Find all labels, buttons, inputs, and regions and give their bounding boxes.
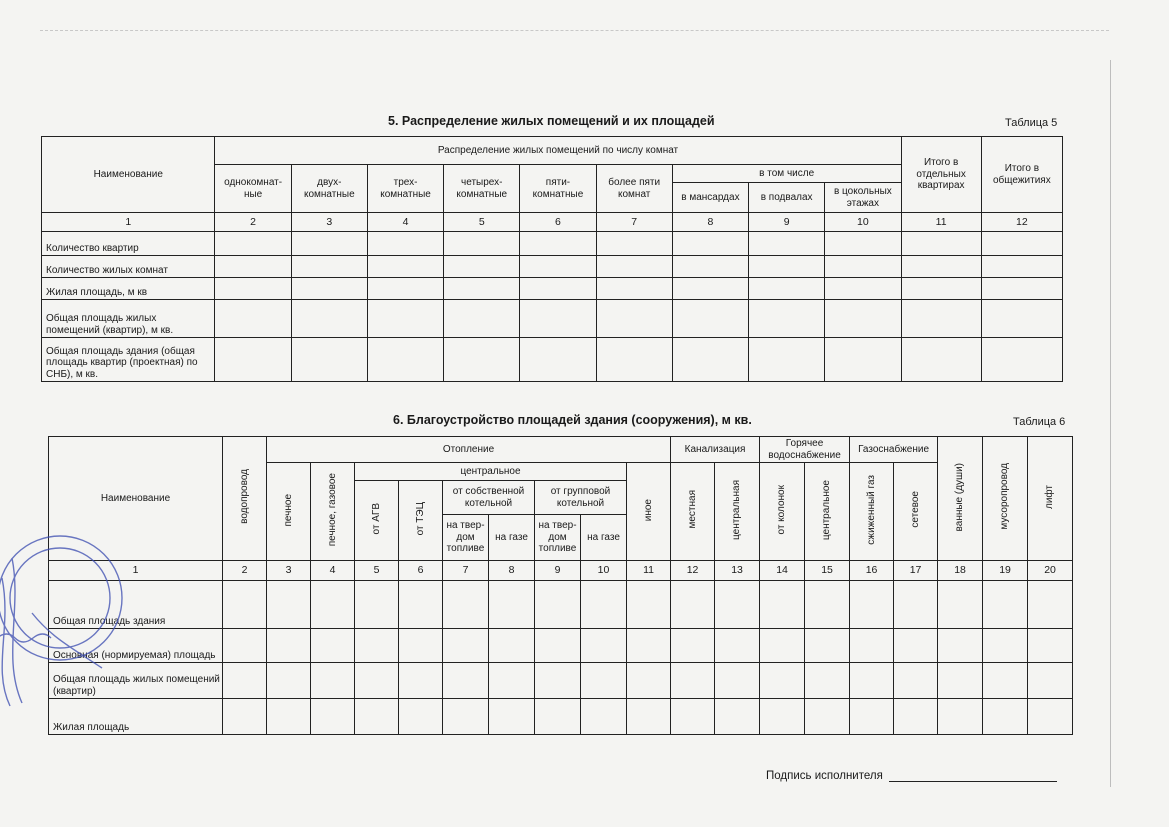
form-cell[interactable] [901, 338, 981, 382]
table5 [41, 136, 1063, 382]
table5-title: 5. Распределение жилых помещений и их площадей [388, 114, 715, 128]
t6-row-label: Общая площадь здания [49, 581, 223, 629]
t6-header-gas-network [894, 463, 938, 561]
t6-header-solid1: на твер-дом топливе [443, 515, 489, 561]
form-cell[interactable] [825, 256, 901, 278]
form-cell[interactable] [981, 278, 1062, 300]
form-cell[interactable] [223, 581, 267, 629]
t5-colnum: 12 [981, 213, 1062, 232]
form-cell[interactable] [443, 629, 489, 663]
form-cell[interactable] [850, 581, 894, 629]
form-cell[interactable] [367, 232, 443, 256]
form-cell[interactable] [215, 256, 291, 278]
t6-header-gas1: на газе [489, 515, 535, 561]
t5-row-label: Жилая площадь, м кв [42, 278, 215, 300]
form-cell[interactable] [215, 278, 291, 300]
form-cell[interactable] [520, 300, 596, 338]
t6-header-sewer-local-text: местная [686, 490, 698, 529]
t6-header-hw-columns-text: от колонок [776, 485, 788, 535]
form-cell[interactable] [894, 629, 938, 663]
form-cell[interactable] [367, 278, 443, 300]
t6-header-sewer-central [715, 463, 760, 561]
t5-header-total-dorms: Итого в общежитиях [981, 137, 1062, 213]
t6-header-gas2: на газе [581, 515, 627, 561]
t6-colnum: 4 [311, 561, 355, 581]
table-row [42, 256, 1063, 278]
form-cell[interactable] [850, 663, 894, 699]
form-cell[interactable] [223, 663, 267, 699]
t6-colnum: 2 [223, 561, 267, 581]
t5-colnum: 5 [444, 213, 520, 232]
t5-header-2room: двух-комнатные [291, 165, 367, 213]
form-cell[interactable] [983, 581, 1028, 629]
form-cell[interactable] [581, 699, 627, 735]
form-cell[interactable] [311, 581, 355, 629]
t6-header-baths-text: ванные (души) [954, 462, 966, 531]
t6-header-baths [938, 437, 983, 561]
t5-header-name: Наименование [42, 137, 215, 213]
t6-colnum: 3 [267, 561, 311, 581]
form-cell[interactable] [983, 629, 1028, 663]
form-cell[interactable] [627, 663, 671, 699]
t6-header-name: Наименование [49, 437, 223, 561]
form-cell[interactable] [715, 581, 760, 629]
form-cell[interactable] [399, 699, 443, 735]
form-cell[interactable] [267, 629, 311, 663]
form-cell[interactable] [825, 232, 901, 256]
t6-header-stove-gas [311, 463, 355, 561]
form-cell[interactable] [715, 629, 760, 663]
form-cell[interactable] [981, 338, 1062, 382]
t6-header-group-boiler: от групповой котельной [535, 481, 627, 515]
t5-header-4room: четырех-комнатные [444, 165, 520, 213]
t6-colnum: 1 [49, 561, 223, 581]
table6 [48, 436, 1073, 735]
t6-colnum: 18 [938, 561, 983, 581]
form-cell[interactable] [760, 629, 805, 663]
t5-header-incl: в том числе [672, 165, 901, 183]
t5-header-3room: трех-комнатные [367, 165, 443, 213]
t6-header-other [627, 463, 671, 561]
form-cell[interactable] [581, 629, 627, 663]
form-cell[interactable] [894, 699, 938, 735]
page-edge-top [40, 30, 1109, 31]
form-cell[interactable] [627, 699, 671, 735]
t6-colnum: 16 [850, 561, 894, 581]
form-cell[interactable] [672, 338, 748, 382]
form-cell[interactable] [443, 699, 489, 735]
t5-colnum-row [42, 213, 1063, 232]
t6-header-tec-text: от ТЭЦ [414, 502, 426, 536]
t6-header-central: центральное [355, 463, 627, 481]
form-cell[interactable] [535, 699, 581, 735]
form-cell[interactable] [520, 232, 596, 256]
form-cell[interactable] [983, 699, 1028, 735]
t5-header-more5: более пяти комнат [596, 165, 672, 213]
form-cell[interactable] [311, 663, 355, 699]
form-cell[interactable] [596, 338, 672, 382]
form-cell[interactable] [267, 581, 311, 629]
form-cell[interactable] [715, 699, 760, 735]
form-cell[interactable] [894, 663, 938, 699]
form-cell[interactable] [489, 629, 535, 663]
form-cell[interactable] [215, 232, 291, 256]
form-cell[interactable] [672, 300, 748, 338]
t6-header-elevator-text: лифт [1044, 484, 1056, 509]
form-cell[interactable] [444, 338, 520, 382]
form-cell[interactable] [444, 300, 520, 338]
t6-header-sewer: Канализация [671, 437, 760, 463]
t6-header-hot-water: Горячее водоснабжение [760, 437, 850, 463]
form-cell[interactable] [749, 232, 825, 256]
form-cell[interactable] [399, 629, 443, 663]
t5-header-1room: однокомнат-ные [215, 165, 291, 213]
signature-block [766, 770, 1057, 782]
form-cell[interactable] [825, 278, 901, 300]
form-cell[interactable] [215, 300, 291, 338]
t6-header-stove-text: печное [282, 493, 294, 526]
form-cell[interactable] [672, 256, 748, 278]
form-cell[interactable] [444, 256, 520, 278]
form-cell[interactable] [749, 256, 825, 278]
form-cell[interactable] [596, 300, 672, 338]
form-cell[interactable] [223, 699, 267, 735]
form-cell[interactable] [981, 232, 1062, 256]
form-cell[interactable] [981, 300, 1062, 338]
form-cell[interactable] [311, 699, 355, 735]
t6-colnum: 11 [627, 561, 671, 581]
t6-colnum: 5 [355, 561, 399, 581]
form-cell[interactable] [850, 629, 894, 663]
form-cell[interactable] [672, 232, 748, 256]
t6-header-water-text: водопровод [238, 469, 250, 525]
form-cell[interactable] [1028, 699, 1073, 735]
t5-header-5room: пяти-комнатные [520, 165, 596, 213]
t6-header-own-boiler: от собственной котельной [443, 481, 535, 515]
t6-colnum: 9 [535, 561, 581, 581]
form-cell[interactable] [291, 338, 367, 382]
form-cell[interactable] [267, 663, 311, 699]
form-cell[interactable] [355, 581, 399, 629]
form-cell[interactable] [291, 278, 367, 300]
form-cell[interactable] [489, 663, 535, 699]
form-cell[interactable] [291, 256, 367, 278]
t5-colnum: 4 [367, 213, 443, 232]
form-cell[interactable] [535, 663, 581, 699]
form-cell[interactable] [825, 338, 901, 382]
t6-header-hw-columns [760, 463, 805, 561]
t5-header-basement: в подвалах [749, 183, 825, 213]
form-cell[interactable] [535, 581, 581, 629]
form-cell[interactable] [627, 581, 671, 629]
form-cell[interactable] [1028, 581, 1073, 629]
t6-colnum: 20 [1028, 561, 1073, 581]
t6-header-garbage [983, 437, 1028, 561]
form-cell[interactable] [715, 663, 760, 699]
signature-label: Подпись исполнителя [766, 770, 883, 782]
form-cell[interactable] [223, 629, 267, 663]
form-cell[interactable] [581, 663, 627, 699]
t6-header-solid2: на твер-дом топливе [535, 515, 581, 561]
t6-colnum: 17 [894, 561, 938, 581]
t5-colnum: 10 [825, 213, 901, 232]
form-cell[interactable] [825, 300, 901, 338]
t5-header-total-apts: Итого в отдельных квартирах [901, 137, 981, 213]
t6-header-hw-central [805, 463, 850, 561]
form-cell[interactable] [367, 338, 443, 382]
form-cell[interactable] [671, 663, 715, 699]
form-cell[interactable] [1028, 663, 1073, 699]
form-cell[interactable] [671, 581, 715, 629]
form-cell[interactable] [850, 699, 894, 735]
form-cell[interactable] [938, 581, 983, 629]
t6-row-label: Общая площадь жилых помещений (квартир) [49, 663, 223, 699]
table-row [49, 699, 1073, 735]
table5-number: Таблица 5 [1005, 117, 1058, 129]
t5-colnum: 8 [672, 213, 748, 232]
form-cell[interactable] [805, 699, 850, 735]
table6-title: 6. Благоустройство площадей здания (сооружения), м кв. [393, 413, 752, 427]
t6-header-gas-supply: Газоснабжение [850, 437, 938, 463]
form-cell[interactable] [291, 300, 367, 338]
signature-line[interactable] [889, 781, 1057, 782]
form-cell[interactable] [399, 581, 443, 629]
form-cell[interactable] [443, 663, 489, 699]
t5-colnum: 1 [42, 213, 215, 232]
t6-header-hw-central-text: центральное [821, 479, 833, 540]
t6-header-sewer-central-text: центральная [731, 479, 743, 540]
form-cell[interactable] [311, 629, 355, 663]
t6-header-heating: Отопление [267, 437, 671, 463]
t6-header-sewer-local [671, 463, 715, 561]
form-cell[interactable] [367, 256, 443, 278]
t6-header-gas-network-text: сетевое [909, 491, 921, 529]
form-cell[interactable] [399, 663, 443, 699]
t6-header-agv [355, 481, 399, 561]
table6-number: Таблица 6 [1013, 416, 1066, 428]
form-cell[interactable] [671, 699, 715, 735]
t6-header-gas-liquefied [850, 463, 894, 561]
t6-header-agv-text: от АГВ [370, 503, 382, 535]
t5-row-label: Количество квартир [42, 232, 215, 256]
form-cell[interactable] [749, 338, 825, 382]
t6-colnum: 10 [581, 561, 627, 581]
table-row [42, 232, 1063, 256]
form-cell[interactable] [901, 232, 981, 256]
form-cell[interactable] [520, 256, 596, 278]
t5-colnum: 7 [596, 213, 672, 232]
t6-header-stove [267, 463, 311, 561]
t6-colnum: 6 [399, 561, 443, 581]
form-cell[interactable] [760, 581, 805, 629]
t6-colnum: 19 [983, 561, 1028, 581]
form-cell[interactable] [981, 256, 1062, 278]
form-cell[interactable] [215, 338, 291, 382]
page-edge-right [1110, 60, 1111, 787]
form-cell[interactable] [749, 278, 825, 300]
form-cell[interactable] [443, 581, 489, 629]
t6-colnum: 14 [760, 561, 805, 581]
t5-header-socle: в цокольных этажах [825, 183, 901, 213]
t6-colnum: 8 [489, 561, 535, 581]
form-cell[interactable] [444, 232, 520, 256]
t5-colnum: 3 [291, 213, 367, 232]
form-cell[interactable] [749, 300, 825, 338]
form-cell[interactable] [901, 256, 981, 278]
form-cell[interactable] [581, 581, 627, 629]
t6-row-label: Основная (нормируемая) площадь [49, 629, 223, 663]
form-cell[interactable] [535, 629, 581, 663]
form-cell[interactable] [520, 278, 596, 300]
table-row [49, 629, 1073, 663]
form-cell[interactable] [938, 629, 983, 663]
form-cell[interactable] [355, 663, 399, 699]
t6-header-gas-liquefied-text: сжиженный газ [865, 474, 877, 545]
table-row [42, 278, 1063, 300]
form-cell[interactable] [520, 338, 596, 382]
table-row [49, 581, 1073, 629]
t6-colnum: 7 [443, 561, 489, 581]
t5-row-label: Количество жилых комнат [42, 256, 215, 278]
t5-colnum: 6 [520, 213, 596, 232]
form-cell[interactable] [805, 663, 850, 699]
form-cell[interactable] [355, 629, 399, 663]
form-cell[interactable] [938, 663, 983, 699]
t5-colnum: 9 [749, 213, 825, 232]
form-cell[interactable] [627, 629, 671, 663]
t5-colnum: 11 [901, 213, 981, 232]
t6-header-water [223, 437, 267, 561]
form-cell[interactable] [355, 699, 399, 735]
form-cell[interactable] [444, 278, 520, 300]
t6-colnum-row [49, 561, 1073, 581]
t6-header-other-text: иное [642, 498, 654, 521]
form-cell[interactable] [291, 232, 367, 256]
t5-row-label: Общая площадь здания (общая площадь квартир (проектная) по СНБ), м кв. [42, 338, 215, 382]
t6-row-label: Жилая площадь [49, 699, 223, 735]
form-cell[interactable] [367, 300, 443, 338]
t5-header-group: Распределение жилых помещений по числу комнат [215, 137, 901, 165]
t6-header-stove-gas-text: печное, газовое [326, 473, 338, 547]
table-row [42, 300, 1063, 338]
t6-colnum: 15 [805, 561, 850, 581]
t5-colnum: 2 [215, 213, 291, 232]
form-cell[interactable] [983, 663, 1028, 699]
form-cell[interactable] [805, 581, 850, 629]
form-cell[interactable] [596, 256, 672, 278]
form-cell[interactable] [805, 629, 850, 663]
form-cell[interactable] [894, 581, 938, 629]
table-row [49, 663, 1073, 699]
form-cell[interactable] [938, 699, 983, 735]
form-cell[interactable] [489, 581, 535, 629]
t6-colnum: 13 [715, 561, 760, 581]
form-cell[interactable] [267, 699, 311, 735]
form-cell[interactable] [596, 232, 672, 256]
form-cell[interactable] [901, 278, 981, 300]
form-cell[interactable] [671, 629, 715, 663]
t5-row-label: Общая площадь жилых помещений (квартир), м кв. [42, 300, 215, 338]
table-row [42, 338, 1063, 382]
t5-header-attic: в мансардах [672, 183, 748, 213]
form-cell[interactable] [489, 699, 535, 735]
t6-colnum: 12 [671, 561, 715, 581]
form-cell[interactable] [760, 663, 805, 699]
t6-header-garbage-text: мусоропровод [999, 463, 1011, 531]
form-cell[interactable] [901, 300, 981, 338]
form-cell[interactable] [760, 699, 805, 735]
t6-header-elevator [1028, 437, 1073, 561]
form-cell[interactable] [596, 278, 672, 300]
t6-header-tec [399, 481, 443, 561]
form-cell[interactable] [672, 278, 748, 300]
form-cell[interactable] [1028, 629, 1073, 663]
